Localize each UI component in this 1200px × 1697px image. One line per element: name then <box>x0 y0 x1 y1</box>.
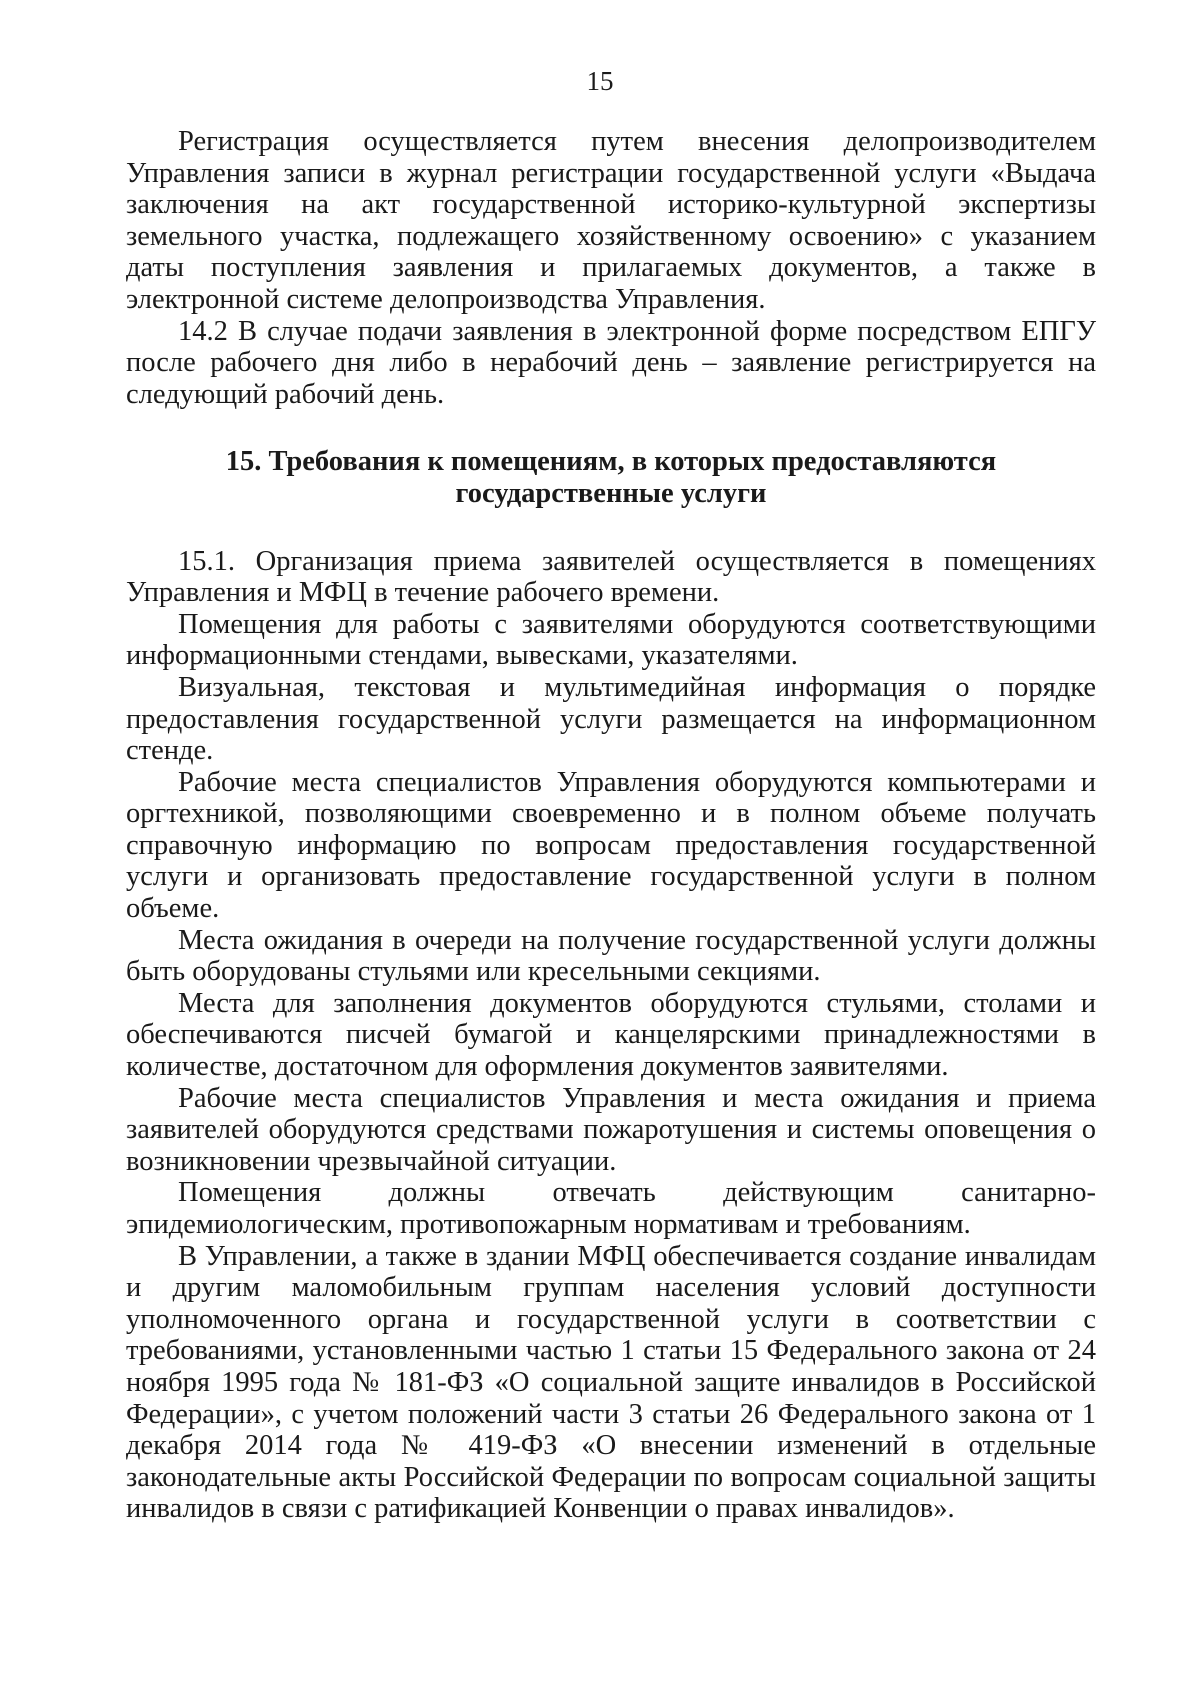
paragraph-stands: Помещения для работы с заявителями оборудуются соответствующими информационными стендами, вывесками, указателями. <box>126 608 1096 672</box>
paragraph-waiting-places: Места ожидания в очереди на получение государственной услуги должны быть оборудованы стульями или кресельными секциями. <box>126 924 1096 988</box>
paragraph-sanitary: Помещения должны отвечать действующим санитарно-эпидемиологическим, противопожарным нормативам и требованиям. <box>126 1177 1096 1240</box>
paragraph-filling-places: Места для заполнения документов оборудуются стульями, столами и обеспечиваются писчей бумагой и канцелярскими принадлежностями в количестве, достаточном для оформления документов заявителями. <box>126 987 1096 1083</box>
page-number: 15 <box>586 66 614 96</box>
section-heading-line-1: 15. Требования к помещениям, в которых предоставляются <box>225 446 997 478</box>
section-heading-line-2: государственные услуги <box>455 477 767 509</box>
paragraph-registration: Регистрация осуществляется путем внесения делопроизводителем Управления записи в журнал регистрации государственной услуги «Выдача заключения на акт государственной историко-культурной экспертизы земельного участка, подлежащего хозяйственному освоению» с указанием даты поступления заявления и прилагаемых документов, а также в электронной системе делопроизводства Управления. <box>126 126 1096 315</box>
paragraph-workplaces: Рабочие места специалистов Управления оборудуются компьютерами и оргтехникой, позволяющими своевременно и в полном объеме получать справочную информацию по вопросам предоставления государственной услуги и организовать предоставление государственной услуги в полном объеме. <box>126 766 1096 925</box>
paragraph-accessibility: В Управлении, а также в здании МФЦ обеспечивается создание инвалидам и другим маломобильным группам населения условий доступности уполномоченного органа и государственной услуги в соответствии с требованиями, установленными частью 1 статьи 15 Федерального закона от 24 ноября 1995 года № 181-ФЗ «О социальной защите инвалидов в Российской Федерации», с учетом положений части 3 статьи 26 Федерального закона от 1 декабря 2014 года № 419-ФЗ «О внесении изменений в отдельные законодательные акты Российской Федерации по вопросам социальной защиты инвалидов в связи с ратификацией Конвенции о правах инвалидов». <box>126 1240 1096 1525</box>
paragraph-14-2: 14.2 В случае подачи заявления в электронной форме посредством ЕПГУ после рабочего дня либо в нерабочий день – заявление регистрируется на следующий рабочий день. <box>126 315 1096 410</box>
paragraph-fire-safety: Рабочие места специалистов Управления и места ожидания и приема заявителей оборудуются средствами пожаротушения и системы оповещения о возникновении чрезвычайной ситуации. <box>126 1082 1096 1177</box>
paragraph-15-1: 15.1. Организация приема заявителей осуществляется в помещениях Управления и МФЦ в течение рабочего времени. <box>126 545 1096 609</box>
paragraph-visual-info: Визуальная, текстовая и мультимедийная информация о порядке предоставления государственной услуги размещается на информационном стенде. <box>126 671 1096 767</box>
section-heading <box>126 446 1096 509</box>
document-body <box>126 126 1096 1525</box>
